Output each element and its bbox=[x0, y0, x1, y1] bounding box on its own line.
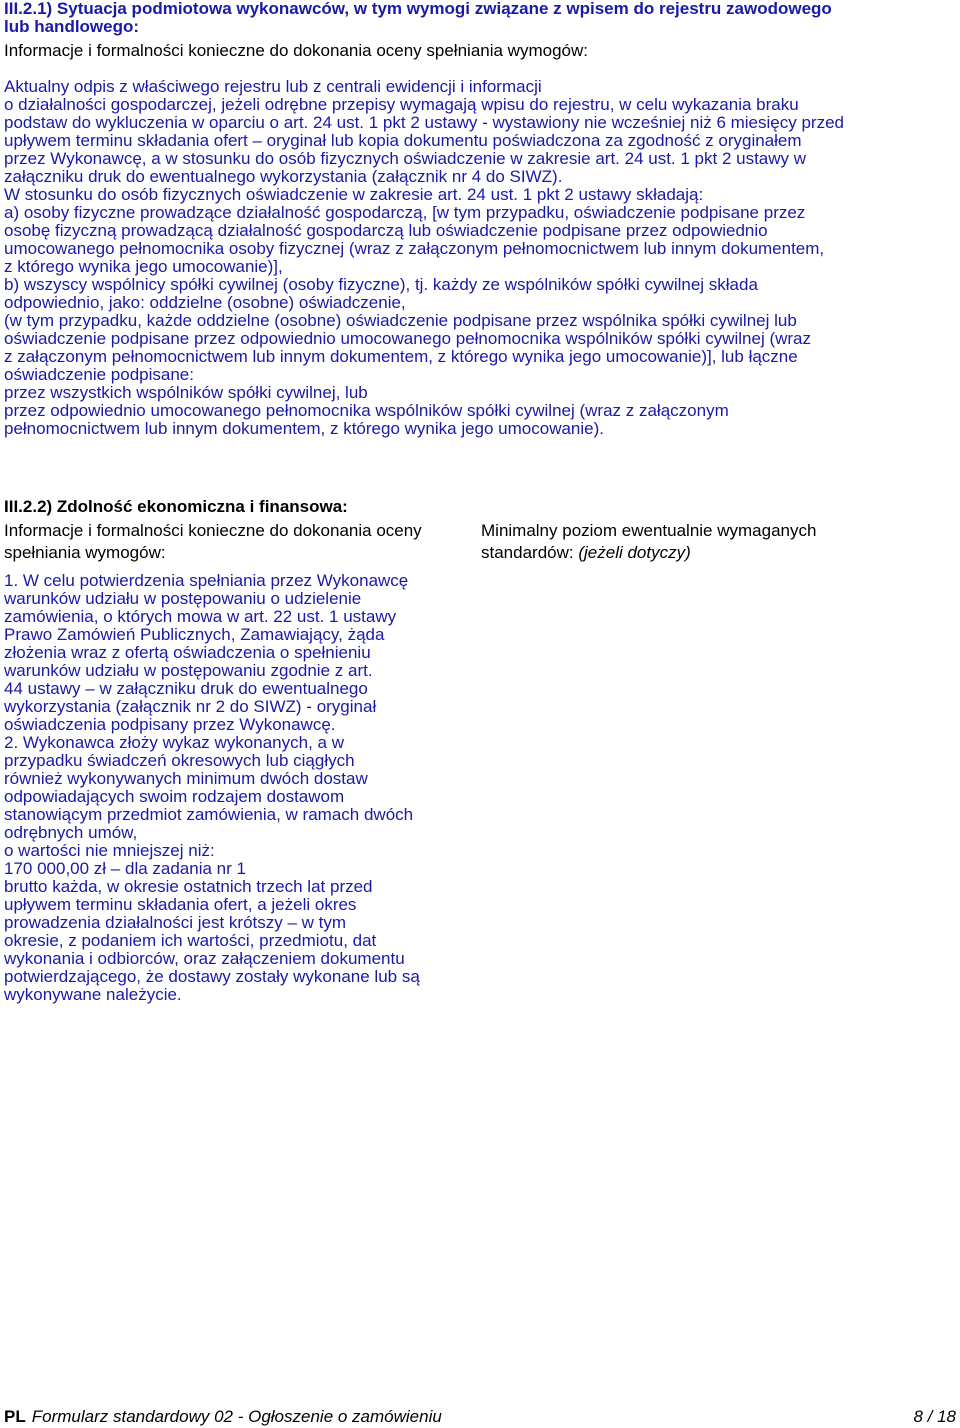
standards-label-prefix: standardów: bbox=[481, 543, 579, 562]
language-code: PL bbox=[4, 1407, 26, 1426]
standards-label-note: (jeżeli dotyczy) bbox=[578, 543, 691, 562]
body-line: 1. W celu potwierdzenia spełniania przez Wykonawcę bbox=[4, 571, 409, 590]
body-line: o wartości nie mniejszej niż: bbox=[4, 841, 215, 860]
section-body-2-2 bbox=[4, 572, 420, 1004]
body-line: warunków udziału w postępowaniu o udzielenie bbox=[4, 589, 362, 608]
body-line: stanowiącym przedmiot zamówienia, w ramach dwóch bbox=[4, 805, 414, 824]
info-column-header bbox=[4, 520, 474, 564]
body-line: (w tym przypadku, każde oddzielne (osobne) oświadczenie podpisane przez wspólnika spółki cywilnej lub bbox=[4, 311, 797, 330]
body-line: W stosunku do osób fizycznych oświadczenie w zakresie art. 24 ust. 1 pkt 2 ustawy składają: bbox=[4, 185, 704, 204]
body-line: warunków udziału w postępowaniu zgodnie z art. bbox=[4, 661, 373, 680]
standards-label-text: Minimalny poziom ewentualnie wymaganych bbox=[481, 521, 817, 540]
body-line: załączniku druk do ewentualnego wykorzystania (załącznik nr 4 do SIWZ). bbox=[4, 167, 563, 186]
body-line: wykonania i odbiorców, oraz załączeniem dokumentu bbox=[4, 949, 405, 968]
standards-column-header bbox=[481, 520, 956, 564]
body-line: odpowiednio, jako: oddzielne (osobne) oświadczenie, bbox=[4, 293, 406, 312]
body-line: przypadku świadczeń okresowych lub ciągłych bbox=[4, 751, 355, 770]
form-title: Formularz standardowy 02 - Ogłoszenie o zamówieniu bbox=[31, 1407, 442, 1426]
body-line: przez Wykonawcę, a w stosunku do osób fizycznych oświadczenie w zakresie art. 24 ust. 1 pkt 2 ustawy w bbox=[4, 149, 807, 168]
body-line: 2. Wykonawca złoży wykaz wykonanych, a w bbox=[4, 733, 344, 752]
body-line: wykorzystania (załącznik nr 2 do SIWZ) - oryginał bbox=[4, 697, 377, 716]
body-line: prowadzenia działalności jest krótszy – w tym bbox=[4, 913, 347, 932]
info-label-text: Informacje i formalności konieczne do dokonania oceny spełniania wymogów: bbox=[4, 41, 588, 60]
section-header-line: III.2.1) Sytuacja podmiotowa wykonawców, w tym wymogi związane z wpisem do rejestru zawodowego bbox=[4, 0, 832, 18]
body-line: wykonywane należycie. bbox=[4, 985, 182, 1004]
body-line: złożenia wraz z ofertą oświadczenia o spełnieniu bbox=[4, 643, 371, 662]
body-line: zamówienia, o których mowa w art. 22 ust. 1 ustawy bbox=[4, 607, 397, 626]
section-body-2-1 bbox=[4, 78, 844, 438]
body-line: odrębnych umów, bbox=[4, 823, 138, 842]
body-line: b) wszyscy wspólnicy spółki cywilnej (osoby fizyczne), tj. każdy ze wspólników spółki cywilnej składa bbox=[4, 275, 758, 294]
body-line: również wykonywanych minimum dwóch dostaw bbox=[4, 769, 368, 788]
body-line: osobę fizyczną prowadzącą działalność gospodarczą lub oświadczenie podpisane przez odpowiednio bbox=[4, 221, 768, 240]
info-label bbox=[4, 42, 588, 60]
body-line: upływem terminu składania ofert, a jeżeli okres bbox=[4, 895, 357, 914]
standards-label-line bbox=[481, 542, 956, 564]
body-line: oświadczenie podpisane: bbox=[4, 365, 194, 384]
body-line: 44 ustawy – w załączniku druk do ewentualnego bbox=[4, 679, 368, 698]
body-line: oświadczenia podpisany przez Wykonawcę. bbox=[4, 715, 336, 734]
body-line: oświadczenie podpisane przez odpowiednio umocowanego pełnomocnika wspólników spółki cywilnej (wraz bbox=[4, 329, 811, 348]
body-line: umocowanego pełnomocnika osoby fizycznej (wraz z załączonym pełnomocnictwem lub innym dokumentem, bbox=[4, 239, 825, 258]
body-line: z którego wynika jego umocowanie)], bbox=[4, 257, 283, 276]
body-line: potwierdzającego, że dostawy zostały wykonane lub są bbox=[4, 967, 420, 986]
section-header-line: III.2.2) Zdolność ekonomiczna i finansowa: bbox=[4, 497, 348, 516]
section-header-2-2 bbox=[4, 498, 348, 516]
page-number: 8 / 18 bbox=[913, 1407, 956, 1426]
body-line: upływem terminu składania ofert – oryginał lub kopia dokumentu poświadczona za zgodność z oryginałem bbox=[4, 131, 802, 150]
body-line: odpowiadających swoim rodzajem dostawom bbox=[4, 787, 345, 806]
body-line: Prawo Zamówień Publicznych, Zamawiający, żąda bbox=[4, 625, 385, 644]
body-line: podstaw do wykluczenia w oparciu o art. 24 ust. 1 pkt 2 ustawy - wystawiony nie wcześniej niż 6 miesięcy przed bbox=[4, 113, 844, 132]
info-label-text: Informacje i formalności konieczne do dokonania oceny bbox=[4, 521, 422, 540]
body-line: 170 000,00 zł – dla zadania nr 1 bbox=[4, 859, 246, 878]
body-line: okresie, z podaniem ich wartości, przedmiotu, dat bbox=[4, 931, 377, 950]
body-line: pełnomocnictwem lub innym dokumentem, z którego wynika jego umocowanie). bbox=[4, 419, 605, 438]
body-line: brutto każda, w okresie ostatnich trzech lat przed bbox=[4, 877, 373, 896]
page-footer bbox=[4, 1408, 956, 1426]
body-line: o działalności gospodarczej, jeżeli odrębne przepisy wymagają wpisu do rejestru, w celu wykazania braku bbox=[4, 95, 799, 114]
body-line: przez wszystkich wspólników spółki cywilnej, lub bbox=[4, 383, 368, 402]
body-line: Aktualny odpis z właściwego rejestru lub z centrali ewidencji i informacji bbox=[4, 77, 542, 96]
body-line: z załączonym pełnomocnictwem lub innym dokumentem, z którego wynika jego umocowanie)], lub łączne bbox=[4, 347, 798, 366]
body-line: przez odpowiednio umocowanego pełnomocnika wspólników spółki cywilnej (wraz z załączonym bbox=[4, 401, 729, 420]
info-label-text: spełniania wymogów: bbox=[4, 543, 166, 562]
body-line: a) osoby fizyczne prowadzące działalność gospodarczą, [w tym przypadku, oświadczenie podpisane przez bbox=[4, 203, 806, 222]
section-header-line: lub handlowego: bbox=[4, 17, 140, 36]
section-header-2-1 bbox=[4, 0, 832, 36]
